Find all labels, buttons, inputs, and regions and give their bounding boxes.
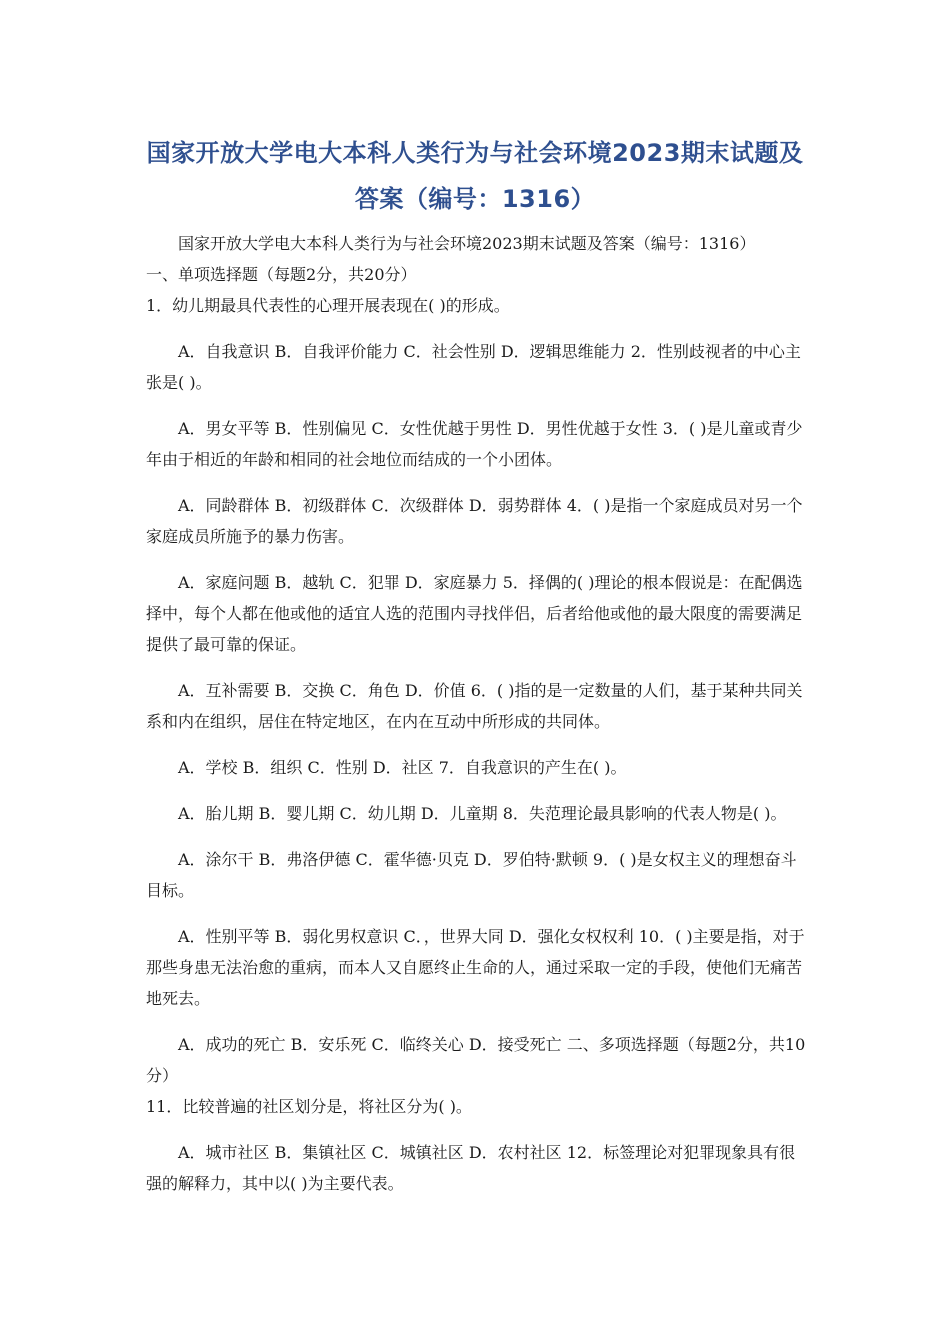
question-paragraph: A．城市社区 B．集镇社区 C．城镇社区 D．农村社区 12．标签理论对犯罪现象具有很强的解释力，其中以( )为主要代表。 <box>146 1143 796 1193</box>
document-title: 国家开放大学电大本科人类行为与社会环境2023期末试题及答案（编号：1316） <box>146 139 804 213</box>
question-paragraph: 11．比较普遍的社区划分是，将社区分为( )。 <box>146 1097 472 1116</box>
question-paragraph: A．成功的死亡 B．安乐死 C．临终关心 D．接受死亡 二、多项选择题（每题2分，共10分） <box>146 1035 806 1085</box>
question-paragraph: A．家庭问题 B．越轨 C．犯罪 D．家庭暴力 5．择偶的( )理论的根本假说是：在配偶选择中，每个人都在他或他的适宜人选的范围内寻找伴侣，后者给他或他的最大限度的需要满足提供了最可靠的保证。 <box>146 573 803 654</box>
question-paragraph: A．胎儿期 B．婴儿期 C．幼儿期 D．儿童期 8．失范理论最具影响的代表人物是( )。 <box>178 804 787 823</box>
question-paragraph: 1．幼儿期最具代表性的心理开展表现在( )的形成。 <box>146 296 510 315</box>
question-paragraph: A．性别平等 B．弱化男权意识 C．，世界大同 D．强化女权权利 10．( )主要是指，对于那些身患无法治愈的重病，而本人又自愿终止生命的人，通过采取一定的手段，使他们无痛苦地死去。 <box>146 927 805 1008</box>
document-body <box>146 228 808 1199</box>
question-paragraph: A．涂尔干 B．弗洛伊德 C．霍华德·贝克 D．罗伯特·默顿 9．( )是女权主义的理想奋斗目标。 <box>146 850 797 900</box>
question-paragraph: A．男女平等 B．性别偏见 C．女性优越于男性 D．男性优越于女性 3．( )是儿童或青少年由于相近的年龄和相同的社会地位而结成的一个小团体。 <box>146 419 803 469</box>
question-paragraph: A．学校 B．组织 C．性别 D．社区 7．自我意识的产生在( )。 <box>178 758 627 777</box>
question-paragraph: A．自我意识 B．自我评价能力 C．社会性别 D．逻辑思维能力 2．性别歧视者的中心主张是( )。 <box>146 342 801 392</box>
section-heading: 一、单项选择题（每题2分，共20分） <box>146 265 417 284</box>
question-paragraph: A．互补需要 B．交换 C．角色 D．价值 6．( )指的是一定数量的人们，基于某种共同关系和内在组织，居住在特定地区，在内在互动中所形成的共同体。 <box>146 681 803 731</box>
question-paragraph: A．同龄群体 B．初级群体 C．次级群体 D．弱势群体 4．( )是指一个家庭成员对另一个家庭成员所施予的暴力伤害。 <box>146 496 803 546</box>
intro-paragraph: 国家开放大学电大本科人类行为与社会环境2023期末试题及答案（编号：1316） <box>178 234 756 253</box>
